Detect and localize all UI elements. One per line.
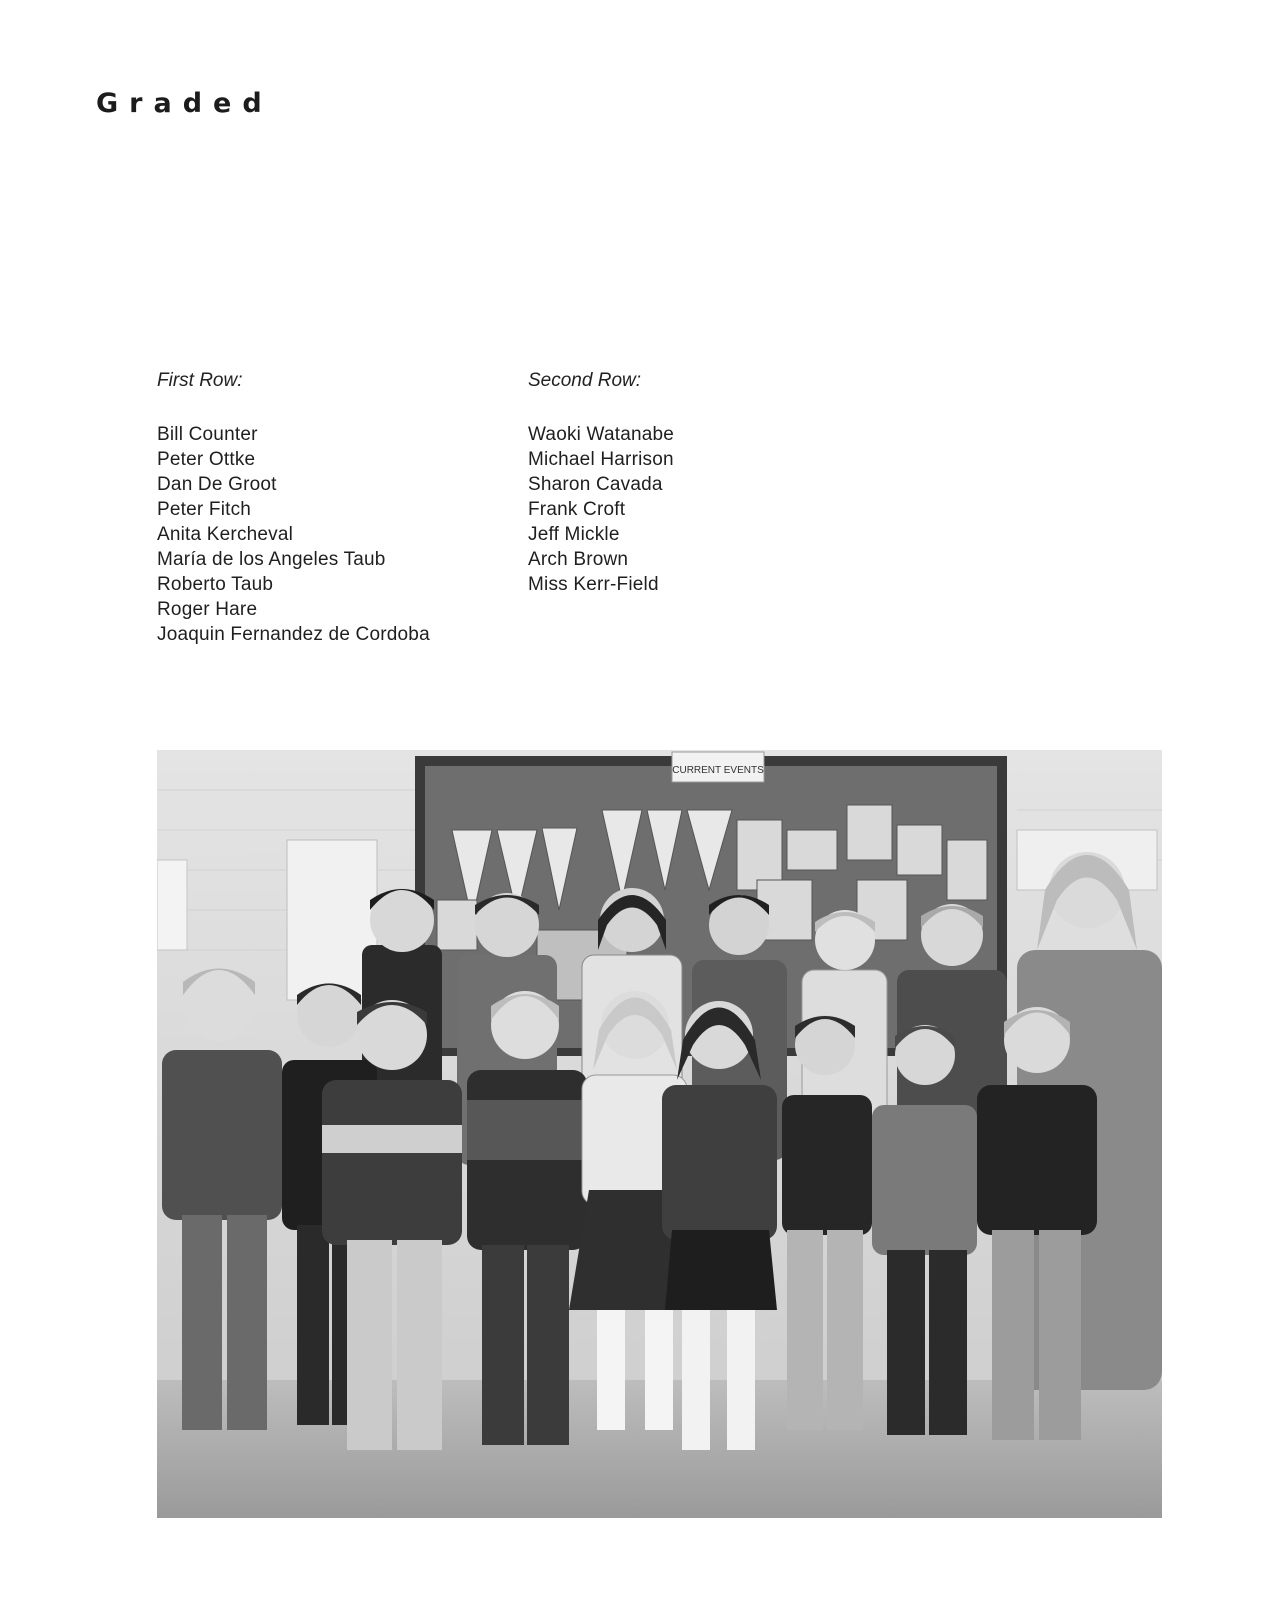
- name-item: Sharon Cavada: [528, 474, 663, 495]
- name-item: Roger Hare: [157, 599, 258, 620]
- name-item: Jeff Mickle: [528, 524, 620, 545]
- bulletin-board-sign-text: CURRENT EVENTS: [672, 765, 764, 776]
- name-item: Waoki Watanabe: [528, 424, 675, 445]
- second-row-name-list: [528, 422, 674, 597]
- page-title: Graded: [96, 88, 273, 119]
- name-item: Joaquin Fernandez de Cordoba: [157, 624, 430, 645]
- class-photo-illustration: [157, 750, 1162, 1518]
- name-item: Peter Ottke: [157, 449, 256, 470]
- first-row-heading: First Row:: [157, 370, 243, 391]
- name-item: Peter Fitch: [157, 499, 252, 520]
- class-photo: [157, 750, 1162, 1518]
- first-row-caption: [157, 370, 430, 647]
- name-item: María de los Angeles Taub: [157, 549, 386, 570]
- second-row-caption: [528, 370, 674, 597]
- name-item: Anita Kercheval: [157, 524, 294, 545]
- name-item: Arch Brown: [528, 549, 629, 570]
- name-item: Frank Croft: [528, 499, 626, 520]
- name-item: Bill Counter: [157, 424, 258, 445]
- name-item: Michael Harrison: [528, 449, 674, 470]
- name-item: Miss Kerr-Field: [528, 574, 659, 595]
- first-row-name-list: [157, 422, 430, 647]
- name-item: Roberto Taub: [157, 574, 274, 595]
- wall-poster: [157, 860, 187, 950]
- second-row-heading: Second Row:: [528, 370, 642, 391]
- name-item: Dan De Groot: [157, 474, 277, 495]
